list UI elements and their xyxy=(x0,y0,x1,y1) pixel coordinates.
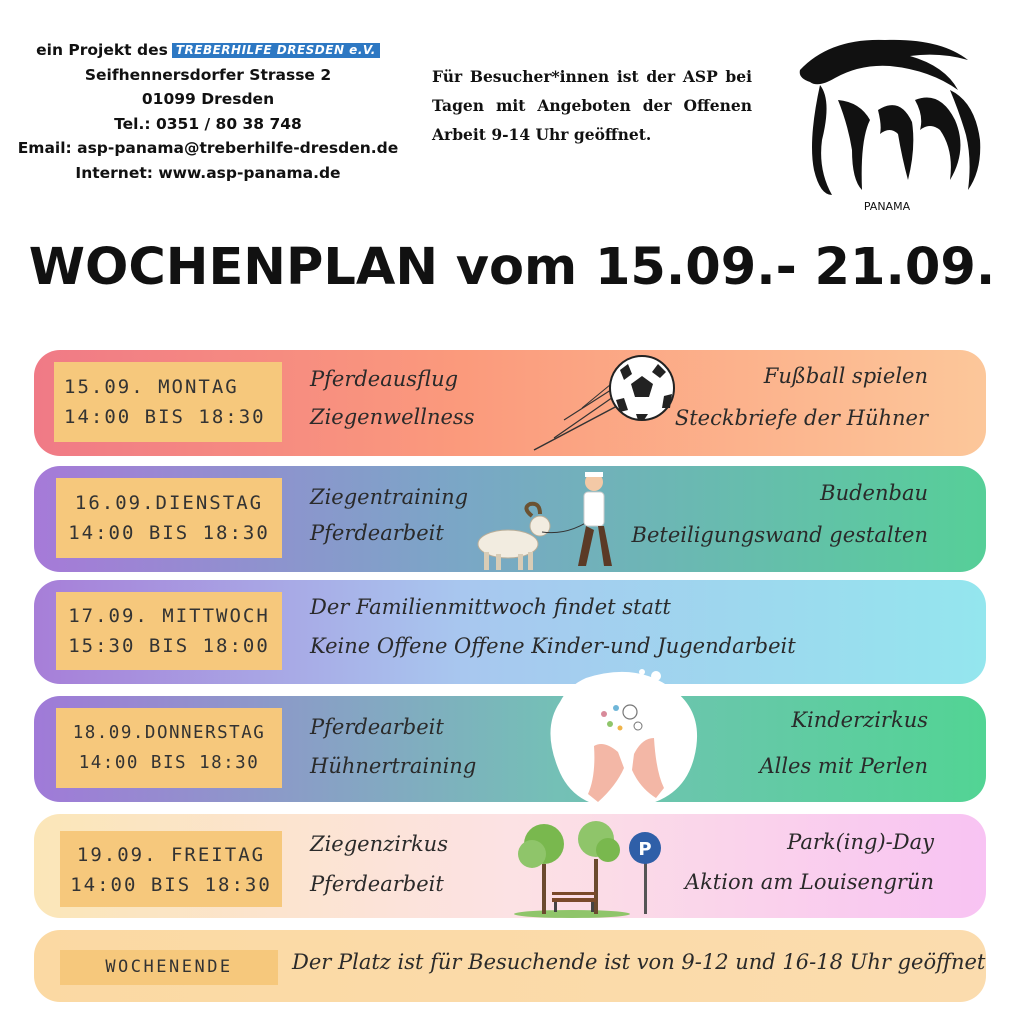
date-box-wednesday xyxy=(56,592,282,670)
activity-right-1: Fußball spielen xyxy=(763,364,928,388)
org-badge: TREBERHILFE DRESDEN e.V. xyxy=(172,43,380,58)
date-box-friday xyxy=(60,831,282,907)
date-label: 19.09. FREITAG xyxy=(76,844,266,866)
date-box-thursday xyxy=(56,708,282,788)
panama-logo xyxy=(790,30,985,215)
project-line xyxy=(8,38,408,63)
activity-right-2: Steckbriefe der Hühner xyxy=(674,406,928,430)
soccer-ball-icon xyxy=(524,350,684,456)
svg-text:P: P xyxy=(638,839,652,860)
page-title: WOCHENPLAN vom 15.09.- 21.09. xyxy=(28,238,996,297)
logo-text: PANAMA xyxy=(863,200,911,213)
activity-left-2: Hühnertraining xyxy=(310,754,477,778)
date-label: 15.09. MONTAG xyxy=(64,376,239,398)
day-row-thursday xyxy=(34,696,986,802)
activity-left-2: Keine Offene Offene Kinder-und Jugendarbeit xyxy=(310,634,796,658)
activity-right-2: Beteiligungswand gestalten xyxy=(631,523,928,547)
beading-hands-icon xyxy=(546,668,706,814)
city: 01099 Dresden xyxy=(141,90,275,108)
email: Email: asp-panama@treberhilfe-dresden.de xyxy=(17,139,399,157)
date-box-tuesday xyxy=(56,478,282,558)
activity-right-1: Budenbau xyxy=(820,481,928,505)
activity-left-2: Ziegenwellness xyxy=(310,405,475,429)
activity-right-1: Kinderzirkus xyxy=(791,708,928,732)
activity-right-2: Alles mit Perlen xyxy=(759,754,928,778)
activity-left-1: Ziegentraining xyxy=(310,485,469,509)
phone: Tel.: 0351 / 80 38 748 xyxy=(114,114,302,133)
activity-left-1: Pferdearbeit xyxy=(310,715,444,739)
activity-left-1: Ziegenzirkus xyxy=(310,832,448,856)
opening-note: Für Besucher*innen ist der ASP bei Tagen mit Angeboten der Offenen Arbeit 9-14 Uhr geöffnet. xyxy=(432,67,752,144)
day-row-friday xyxy=(34,814,986,918)
boy-with-goat-icon xyxy=(470,466,620,572)
activity-left-1: Der Familienmittwoch findet statt xyxy=(310,595,671,619)
time-label: 14:00 BIS 18:30 xyxy=(78,753,260,773)
weekend-text: Der Platz ist für Besuchende ist von 9-12 und 16-18 Uhr geöffnet xyxy=(292,950,986,974)
activity-left-2: Pferdearbeit xyxy=(310,521,444,545)
street: Seifhennersdorfer Strasse 2 xyxy=(84,65,332,84)
park-bench-icon xyxy=(512,814,662,918)
day-row-tuesday xyxy=(34,466,986,572)
date-label: 18.09.DONNERSTAG xyxy=(72,723,266,743)
project-prefix: ein Projekt des xyxy=(36,41,168,59)
date-label: 17.09. MITTWOCH xyxy=(68,605,270,627)
time-label: 14:00 BIS 18:30 xyxy=(68,522,270,544)
time-label: 14:00 BIS 18:30 xyxy=(64,406,266,428)
date-box-monday xyxy=(54,362,282,442)
internet: Internet: www.asp-panama.de xyxy=(75,163,341,182)
date-label: 16.09.DIENSTAG xyxy=(74,492,264,514)
contact-block xyxy=(8,38,408,185)
date-box-weekend: WOCHENENDE xyxy=(60,950,278,985)
day-row-wednesday xyxy=(34,580,986,684)
activity-left-2: Pferdearbeit xyxy=(310,872,444,896)
activity-right-2: Aktion am Louisengrün xyxy=(684,870,934,894)
time-label: 15:30 BIS 18:00 xyxy=(68,635,270,657)
day-row-weekend xyxy=(34,930,986,1002)
time-label: 14:00 BIS 18:30 xyxy=(70,874,272,896)
activity-right-1: Park(ing)-Day xyxy=(787,830,934,854)
activity-left-1: Pferdeausflug xyxy=(310,367,459,391)
day-row-monday xyxy=(34,350,986,456)
